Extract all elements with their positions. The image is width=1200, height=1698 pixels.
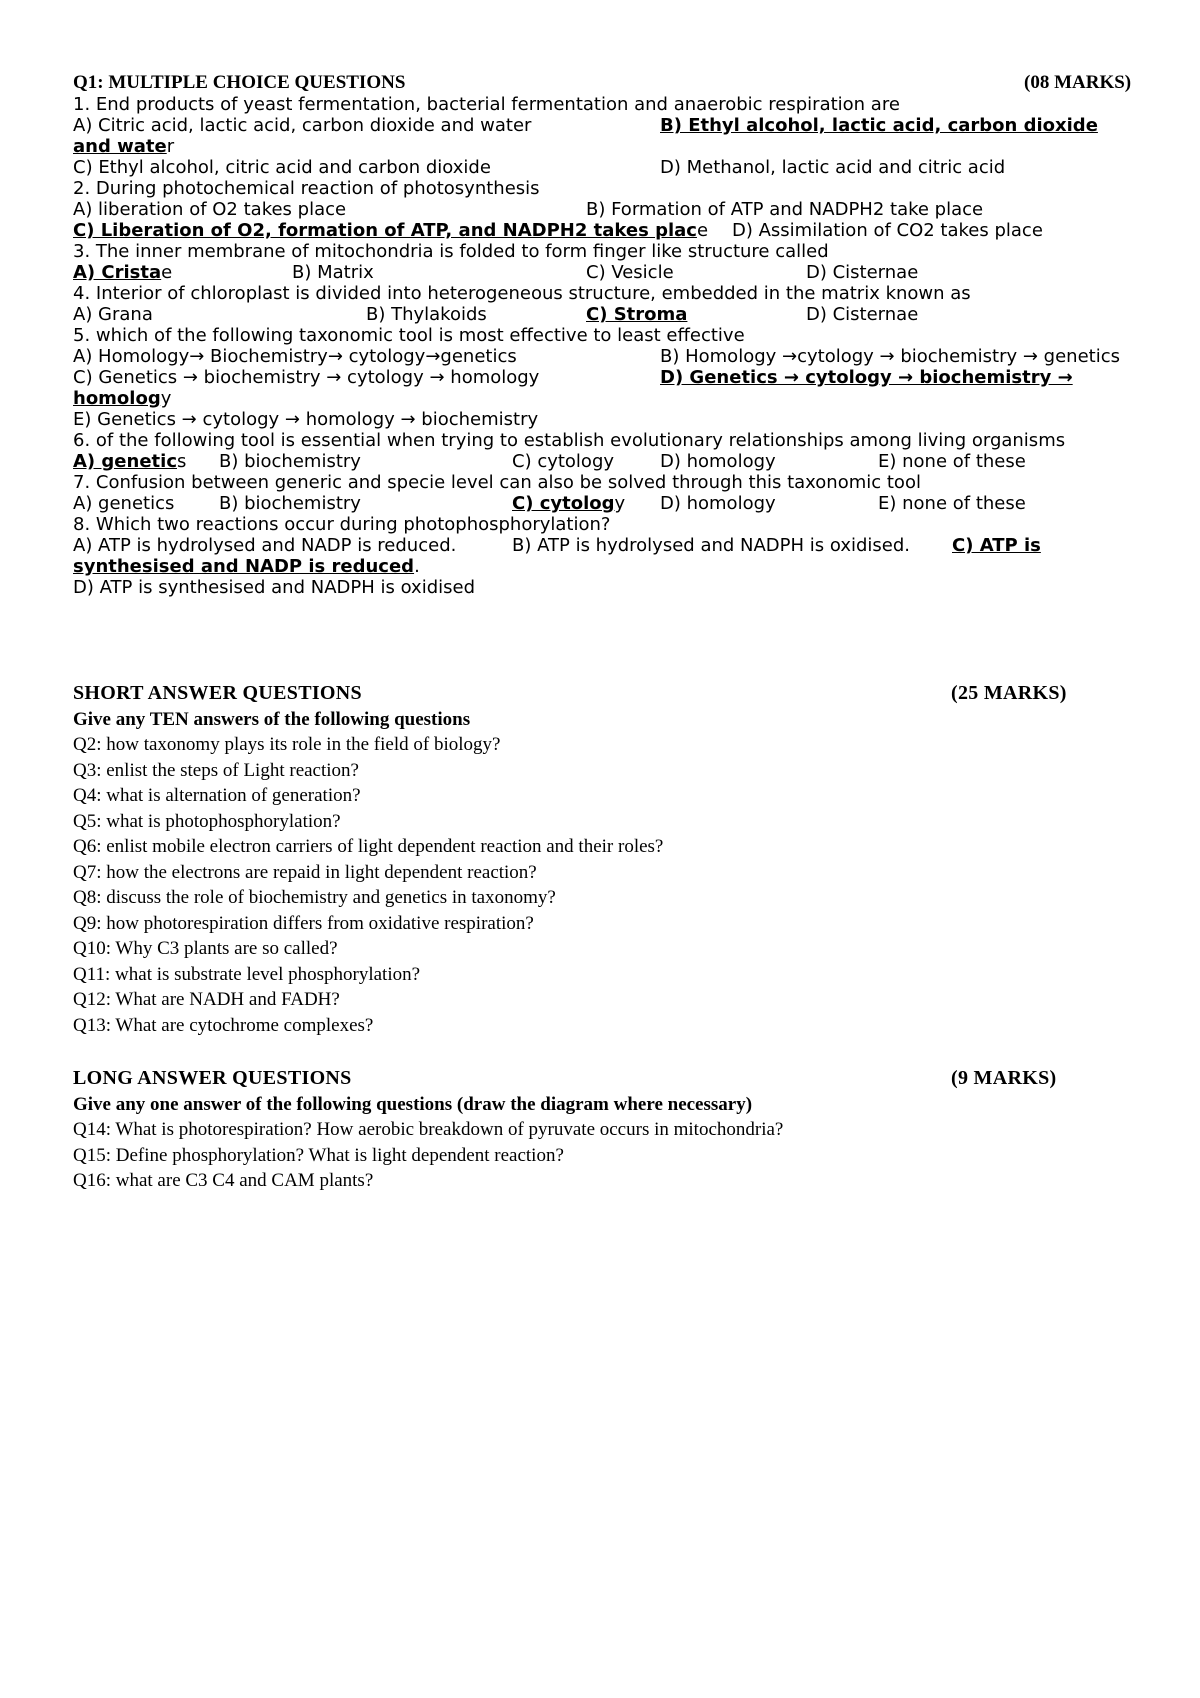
q5-option-c: C) Genetics → biochemistry → cytology → homology bbox=[73, 367, 540, 388]
q7-option-c-correct: C) cytolog bbox=[512, 493, 615, 514]
q2-option-a: A) liberation of O2 takes place bbox=[73, 199, 347, 220]
long-question: Q16: what are C3 C4 and CAM plants? bbox=[73, 1170, 374, 1191]
q5-option-d-correct-cont: homolog bbox=[73, 388, 161, 409]
short-question: Q8: discuss the role of biochemistry and genetics in taxonomy? bbox=[73, 887, 556, 908]
short-question: Q7: how the electrons are repaid in light dependent reaction? bbox=[73, 861, 537, 883]
q8-option-c-tail: . bbox=[414, 556, 420, 577]
q8-option-c-correct-cont: synthesised and NADP is reduced bbox=[73, 556, 415, 577]
mcq-marks: (08 MARKS) bbox=[1024, 72, 1132, 93]
short-instruction: Give any TEN answers of the following questions bbox=[73, 709, 471, 730]
q7-option-a: A) genetics bbox=[73, 493, 175, 514]
q7-stem: 7. Confusion between generic and specie level can also be solved through this taxonomic tool bbox=[73, 472, 921, 493]
q1-option-c: C) Ethyl alcohol, citric acid and carbon dioxide bbox=[73, 157, 491, 178]
q6-option-b: B) biochemistry bbox=[219, 451, 361, 472]
q6-option-e: E) none of these bbox=[878, 451, 1026, 472]
q5-option-d-correct: D) Genetics → cytology → biochemistry → bbox=[660, 367, 1073, 388]
q3-option-d: D) Cisternae bbox=[806, 262, 919, 283]
long-heading: LONG ANSWER QUESTIONS bbox=[73, 1067, 352, 1089]
q4-option-a: A) Grana bbox=[73, 304, 153, 325]
q5-option-a: A) Homology→ Biochemistry→ cytology→genetics bbox=[73, 346, 517, 367]
q2-option-d: D) Assimilation of CO2 takes place bbox=[732, 220, 1043, 241]
q7-option-d: D) homology bbox=[660, 493, 776, 514]
mcq-heading: Q1: MULTIPLE CHOICE QUESTIONS bbox=[73, 72, 406, 93]
short-question: Q2: how taxonomy plays its role in the field of biology? bbox=[73, 734, 501, 755]
q4-option-b: B) Thylakoids bbox=[366, 304, 487, 325]
q7-option-c-tail: y bbox=[614, 493, 626, 514]
q7-option-e: E) none of these bbox=[878, 493, 1026, 514]
q4-option-d: D) Cisternae bbox=[806, 304, 919, 325]
q6-option-a-tail: s bbox=[176, 451, 187, 472]
long-question: Q15: Define phosphorylation? What is light dependent reaction? bbox=[73, 1144, 564, 1166]
q4-stem: 4. Interior of chloroplast is divided into heterogeneous structure, embedded in the matrix known as bbox=[73, 283, 971, 304]
q1-option-d: D) Methanol, lactic acid and citric acid bbox=[660, 157, 1006, 178]
q3-option-a bbox=[73, 262, 172, 283]
q8-option-b: B) ATP is hydrolysed and NADPH is oxidised. bbox=[512, 535, 911, 556]
q2-option-c-tail: e bbox=[696, 220, 709, 241]
short-question: Q13: What are cytochrome complexes? bbox=[73, 1014, 374, 1036]
q8-option-d: D) ATP is synthesised and NADPH is oxidised bbox=[73, 577, 476, 598]
q5-option-d-continued bbox=[73, 388, 171, 409]
q2-option-b: B) Formation of ATP and NADPH2 take place bbox=[586, 199, 984, 220]
q7-option-c bbox=[512, 493, 625, 514]
q1-option-a: A) Citric acid, lactic acid, carbon dioxide and water bbox=[73, 115, 532, 136]
q5-option-b: B) Homology →cytology → biochemistry → genetics bbox=[660, 346, 1121, 367]
q3-option-b: B) Matrix bbox=[292, 262, 374, 283]
q8-stem: 8. Which two reactions occur during photophosphorylation? bbox=[73, 514, 611, 535]
q2-stem: 2. During photochemical reaction of photosynthesis bbox=[73, 178, 540, 199]
long-instruction: Give any one answer of the following questions (draw the diagram where necessary) bbox=[73, 1094, 753, 1115]
q8-option-a: A) ATP is hydrolysed and NADP is reduced. bbox=[73, 535, 457, 556]
short-question: Q6: enlist mobile electron carriers of light dependent reaction and their roles? bbox=[73, 836, 664, 857]
q3-option-a-correct: A) Crista bbox=[73, 262, 162, 283]
q3-option-c: C) Vesicle bbox=[586, 262, 674, 283]
q3-option-a-tail: e bbox=[161, 262, 173, 283]
q5-option-d-tail: y bbox=[160, 388, 172, 409]
q5-option-e: E) Genetics → cytology → homology → biochemistry bbox=[73, 409, 539, 430]
q1-option-b-correct: B) Ethyl alcohol, lactic acid, carbon dioxide bbox=[660, 115, 1098, 136]
short-question: Q3: enlist the steps of Light reaction? bbox=[73, 759, 359, 781]
q8-option-c-continued bbox=[73, 556, 420, 577]
q1-stem: 1. End products of yeast fermentation, bacterial fermentation and anaerobic respiration are bbox=[73, 94, 900, 115]
short-heading: SHORT ANSWER QUESTIONS bbox=[73, 682, 362, 704]
q5-stem: 5. which of the following taxonomic tool is most effective to least effective bbox=[73, 325, 745, 346]
q6-stem: 6. of the following tool is essential when trying to establish evolutionary relationships among living organisms bbox=[73, 430, 1066, 451]
q6-option-c: C) cytology bbox=[512, 451, 615, 472]
long-marks: (9 MARKS) bbox=[951, 1067, 1057, 1089]
q6-option-a-correct: A) genetic bbox=[73, 451, 177, 472]
short-question: Q12: What are NADH and FADH? bbox=[73, 989, 340, 1010]
q1-option-b-correct-cont: and wate bbox=[73, 136, 167, 157]
q3-stem: 3. The inner membrane of mitochondria is folded to form finger like structure called bbox=[73, 241, 829, 262]
short-question: Q4: what is alternation of generation? bbox=[73, 785, 361, 806]
short-marks: (25 MARKS) bbox=[951, 682, 1067, 704]
q8-option-c-correct: C) ATP is bbox=[952, 535, 1041, 556]
short-question: Q11: what is substrate level phosphorylation? bbox=[73, 963, 421, 985]
q6-option-a bbox=[73, 451, 186, 472]
long-question: Q14: What is photorespiration? How aerobic breakdown of pyruvate occurs in mitochondria? bbox=[73, 1119, 784, 1140]
q4-option-c-correct: C) Stroma bbox=[586, 304, 688, 325]
q1-option-b-tail: r bbox=[166, 136, 175, 157]
q1-option-b-continued bbox=[73, 136, 174, 157]
q7-option-b: B) biochemistry bbox=[219, 493, 361, 514]
q6-option-d: D) homology bbox=[660, 451, 776, 472]
short-question: Q9: how photorespiration differs from oxidative respiration? bbox=[73, 912, 534, 934]
q2-option-c-correct: C) Liberation of O2, formation of ATP, and NADPH2 takes plac bbox=[73, 220, 697, 241]
q2-option-c bbox=[73, 220, 708, 241]
short-question: Q10: Why C3 plants are so called? bbox=[73, 938, 338, 959]
short-question: Q5: what is photophosphorylation? bbox=[73, 810, 341, 832]
